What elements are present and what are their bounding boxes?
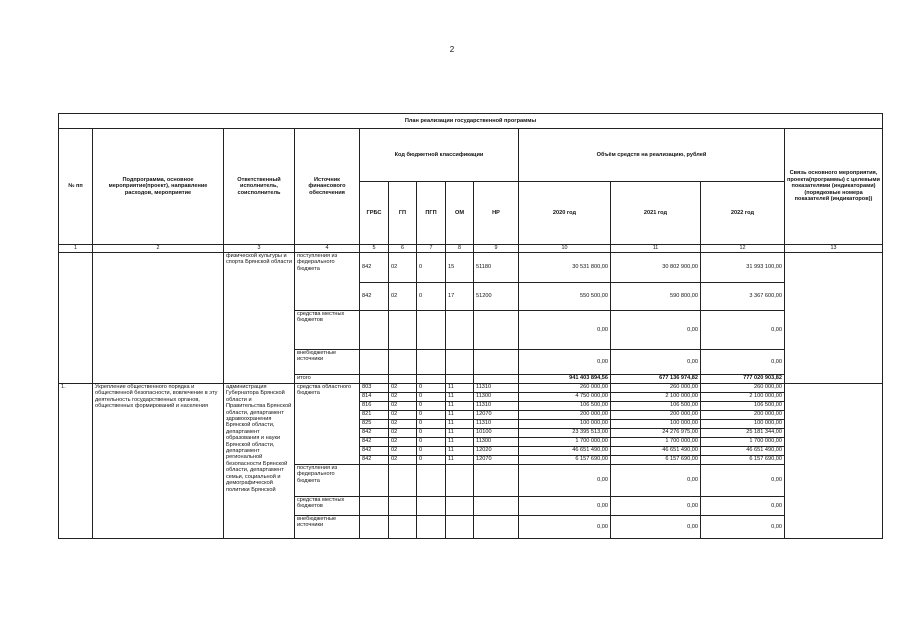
table-title: План реализации государственной программы bbox=[59, 114, 883, 129]
amount-2021-cell: 46 651 490,00 bbox=[611, 447, 701, 456]
header-gp: ГП bbox=[389, 182, 417, 245]
col-number: 2 bbox=[93, 245, 224, 253]
grbs-cell: 803 bbox=[360, 384, 389, 393]
source-cell: внебюджетные источники bbox=[295, 516, 360, 539]
amount-2022-cell: 0,00 bbox=[701, 350, 785, 375]
total-label: итого bbox=[295, 375, 360, 384]
col-number: 13 bbox=[785, 245, 883, 253]
gp-cell: 02 bbox=[389, 447, 417, 456]
pgp-cell: 0 bbox=[417, 411, 446, 420]
amount-2022-cell: 3 367 600,00 bbox=[701, 283, 785, 311]
amount-2020-cell: 4 750 000,00 bbox=[519, 393, 611, 402]
amount-2021-cell: 2 100 000,00 bbox=[611, 393, 701, 402]
header-amount: Объём средств на реализацию, рублей bbox=[519, 129, 785, 182]
col-number: 6 bbox=[389, 245, 417, 253]
col-number: 3 bbox=[224, 245, 295, 253]
gp-cell: 02 bbox=[389, 384, 417, 393]
pgp-cell: 0 bbox=[417, 429, 446, 438]
nr-cell: 51200 bbox=[474, 283, 519, 311]
header-executor: Ответственный исполнитель, соисполнитель bbox=[224, 129, 295, 245]
col-number: 12 bbox=[701, 245, 785, 253]
nr-cell: 51180 bbox=[474, 253, 519, 283]
amount-2022-cell: 6 157 690,00 bbox=[701, 456, 785, 465]
gp-cell: 02 bbox=[389, 283, 417, 311]
amount-2022-cell: 106 500,00 bbox=[701, 402, 785, 411]
nr-cell: 12020 bbox=[474, 447, 519, 456]
amount-2020-cell: 550 500,00 bbox=[519, 283, 611, 311]
gp-cell: 02 bbox=[389, 438, 417, 447]
executor-cell: администрация Губернатора Брянской области и Правительства Брянской области, департамент здравоохранения Брянской области, департамент образования и науки Брянской области, департамент региональной безопасности Брянской области, департамент семьи, социальной и демографической политики Брянской bbox=[224, 384, 295, 539]
amount-2020-cell: 0,00 bbox=[519, 350, 611, 375]
pgp-cell: 0 bbox=[417, 384, 446, 393]
amount-2022-cell: 0,00 bbox=[701, 497, 785, 516]
page-number: 2 bbox=[449, 45, 455, 54]
amount-2020-cell: 100 000,00 bbox=[519, 420, 611, 429]
grbs-cell: 825 bbox=[360, 420, 389, 429]
executor-cell: физической культуры и спорта Брянской области bbox=[224, 253, 295, 384]
amount-2022-cell: 46 651 490,00 bbox=[701, 447, 785, 456]
program-cell: Укрепление общественного порядка и общественной безопасности, вовлечение в эту деятельность государственных органов, общественных формирований и населения bbox=[93, 384, 224, 539]
amount-2021-cell: 30 802 900,00 bbox=[611, 253, 701, 283]
gp-cell: 02 bbox=[389, 420, 417, 429]
nr-cell: 12070 bbox=[474, 456, 519, 465]
source-cell: поступления из федерального бюджета bbox=[295, 253, 360, 311]
header-budget-code: Код бюджетной классификации bbox=[360, 129, 519, 182]
row-number: 1. bbox=[59, 384, 93, 539]
grbs-cell: 842 bbox=[360, 438, 389, 447]
col-number: 8 bbox=[446, 245, 474, 253]
grbs-cell: 821 bbox=[360, 411, 389, 420]
pgp-cell: 0 bbox=[417, 402, 446, 411]
col-number: 5 bbox=[360, 245, 389, 253]
amount-2020-cell: 6 157 690,00 bbox=[519, 456, 611, 465]
om-cell: 11 bbox=[446, 393, 474, 402]
amount-2021-cell: 260 000,00 bbox=[611, 384, 701, 393]
amount-2022-cell: 2 100 000,00 bbox=[701, 393, 785, 402]
om-cell: 11 bbox=[446, 411, 474, 420]
amount-2021-cell: 0,00 bbox=[611, 350, 701, 375]
amount-2021-cell: 200 000,00 bbox=[611, 411, 701, 420]
amount-2021-cell: 0,00 bbox=[611, 497, 701, 516]
amount-2020-cell: 1 700 000,00 bbox=[519, 438, 611, 447]
gp-cell: 02 bbox=[389, 429, 417, 438]
total-2021-cell: 677 136 974,82 bbox=[611, 375, 701, 384]
source-cell: средства местных бюджетов bbox=[295, 311, 360, 350]
amount-2020-cell: 260 000,00 bbox=[519, 384, 611, 393]
col-number: 4 bbox=[295, 245, 360, 253]
header-nr: НР bbox=[474, 182, 519, 245]
gp-cell: 02 bbox=[389, 253, 417, 283]
grbs-cell: 842 bbox=[360, 429, 389, 438]
nr-cell: 11300 bbox=[474, 438, 519, 447]
amount-2020-cell: 0,00 bbox=[519, 465, 611, 497]
header-source: Источник финансового обеспечения bbox=[295, 129, 360, 245]
program-plan-table bbox=[58, 113, 883, 539]
amount-2021-cell: 100 000,00 bbox=[611, 420, 701, 429]
amount-2020-cell: 30 531 800,00 bbox=[519, 253, 611, 283]
source-cell: поступления из федерального бюджета bbox=[295, 465, 360, 497]
grbs-cell: 814 bbox=[360, 393, 389, 402]
pgp-cell: 0 bbox=[417, 420, 446, 429]
col-number: 11 bbox=[611, 245, 701, 253]
amount-2020-cell: 23 395 513,00 bbox=[519, 429, 611, 438]
header-pgp: ПГП bbox=[417, 182, 446, 245]
om-cell: 11 bbox=[446, 456, 474, 465]
header-link: Связь основного мероприятия, проекта(программы) с целевыми показателями (индикаторами) (порядковые номера показателей (индикаторов)) bbox=[785, 129, 883, 245]
pgp-cell: 0 bbox=[417, 456, 446, 465]
om-cell: 11 bbox=[446, 402, 474, 411]
pgp-cell: 0 bbox=[417, 283, 446, 311]
pgp-cell: 0 bbox=[417, 447, 446, 456]
total-2022-cell: 777 020 903,82 bbox=[701, 375, 785, 384]
amount-2022-cell: 25 181 344,00 bbox=[701, 429, 785, 438]
header-om: ОМ bbox=[446, 182, 474, 245]
gp-cell: 02 bbox=[389, 456, 417, 465]
col-number: 1 bbox=[59, 245, 93, 253]
amount-2020-cell: 0,00 bbox=[519, 516, 611, 539]
gp-cell: 02 bbox=[389, 411, 417, 420]
grbs-cell: 842 bbox=[360, 283, 389, 311]
gp-cell: 02 bbox=[389, 402, 417, 411]
amount-2021-cell: 1 700 000,00 bbox=[611, 438, 701, 447]
om-cell: 11 bbox=[446, 429, 474, 438]
nr-cell: 11300 bbox=[474, 393, 519, 402]
nr-cell: 11310 bbox=[474, 420, 519, 429]
amount-2020-cell: 46 651 490,00 bbox=[519, 447, 611, 456]
amount-2020-cell: 106 500,00 bbox=[519, 402, 611, 411]
amount-2021-cell: 590 800,00 bbox=[611, 283, 701, 311]
amount-2022-cell: 0,00 bbox=[701, 311, 785, 350]
om-cell: 17 bbox=[446, 283, 474, 311]
amount-2021-cell: 106 500,00 bbox=[611, 402, 701, 411]
amount-2021-cell: 24 276 975,00 bbox=[611, 429, 701, 438]
header-2022: 2022 год bbox=[701, 182, 785, 245]
om-cell: 11 bbox=[446, 420, 474, 429]
amount-2020-cell: 0,00 bbox=[519, 311, 611, 350]
col-number: 10 bbox=[519, 245, 611, 253]
grbs-cell: 842 bbox=[360, 456, 389, 465]
nr-cell: 10100 bbox=[474, 429, 519, 438]
amount-2020-cell: 0,00 bbox=[519, 497, 611, 516]
amount-2020-cell: 200 000,00 bbox=[519, 411, 611, 420]
gp-cell: 02 bbox=[389, 393, 417, 402]
col-number: 9 bbox=[474, 245, 519, 253]
table-row bbox=[59, 253, 883, 283]
amount-2022-cell: 1 700 000,00 bbox=[701, 438, 785, 447]
source-cell: внебюджетные источники bbox=[295, 350, 360, 375]
amount-2021-cell: 0,00 bbox=[611, 465, 701, 497]
amount-2021-cell: 0,00 bbox=[611, 516, 701, 539]
nr-cell: 11310 bbox=[474, 402, 519, 411]
amount-2022-cell: 0,00 bbox=[701, 465, 785, 497]
header-program: Подпрограмма, основное мероприятие(проект), направление расходов, мероприятие bbox=[93, 129, 224, 245]
pgp-cell: 0 bbox=[417, 438, 446, 447]
grbs-cell: 816 bbox=[360, 402, 389, 411]
nr-cell: 12070 bbox=[474, 411, 519, 420]
om-cell: 11 bbox=[446, 438, 474, 447]
amount-2022-cell: 31 993 100,00 bbox=[701, 253, 785, 283]
amount-2022-cell: 200 000,00 bbox=[701, 411, 785, 420]
source-cell: средства местных бюджетов bbox=[295, 497, 360, 516]
nr-cell: 11310 bbox=[474, 384, 519, 393]
om-cell: 11 bbox=[446, 447, 474, 456]
header-grbs: ГРБС bbox=[360, 182, 389, 245]
source-cell: средства областного бюджета bbox=[295, 384, 360, 465]
grbs-cell: 842 bbox=[360, 253, 389, 283]
table-row bbox=[59, 384, 883, 393]
amount-2022-cell: 260 000,00 bbox=[701, 384, 785, 393]
om-cell: 15 bbox=[446, 253, 474, 283]
col-number: 7 bbox=[417, 245, 446, 253]
amount-2021-cell: 0,00 bbox=[611, 311, 701, 350]
header-num: № пп bbox=[59, 129, 93, 245]
amount-2022-cell: 0,00 bbox=[701, 516, 785, 539]
header-2020: 2020 год bbox=[519, 182, 611, 245]
header-2021: 2021 год bbox=[611, 182, 701, 245]
om-cell: 11 bbox=[446, 384, 474, 393]
grbs-cell: 842 bbox=[360, 447, 389, 456]
amount-2022-cell: 100 000,00 bbox=[701, 420, 785, 429]
total-2020-cell: 941 403 894,56 bbox=[519, 375, 611, 384]
pgp-cell: 0 bbox=[417, 253, 446, 283]
amount-2021-cell: 6 157 690,00 bbox=[611, 456, 701, 465]
pgp-cell: 0 bbox=[417, 393, 446, 402]
